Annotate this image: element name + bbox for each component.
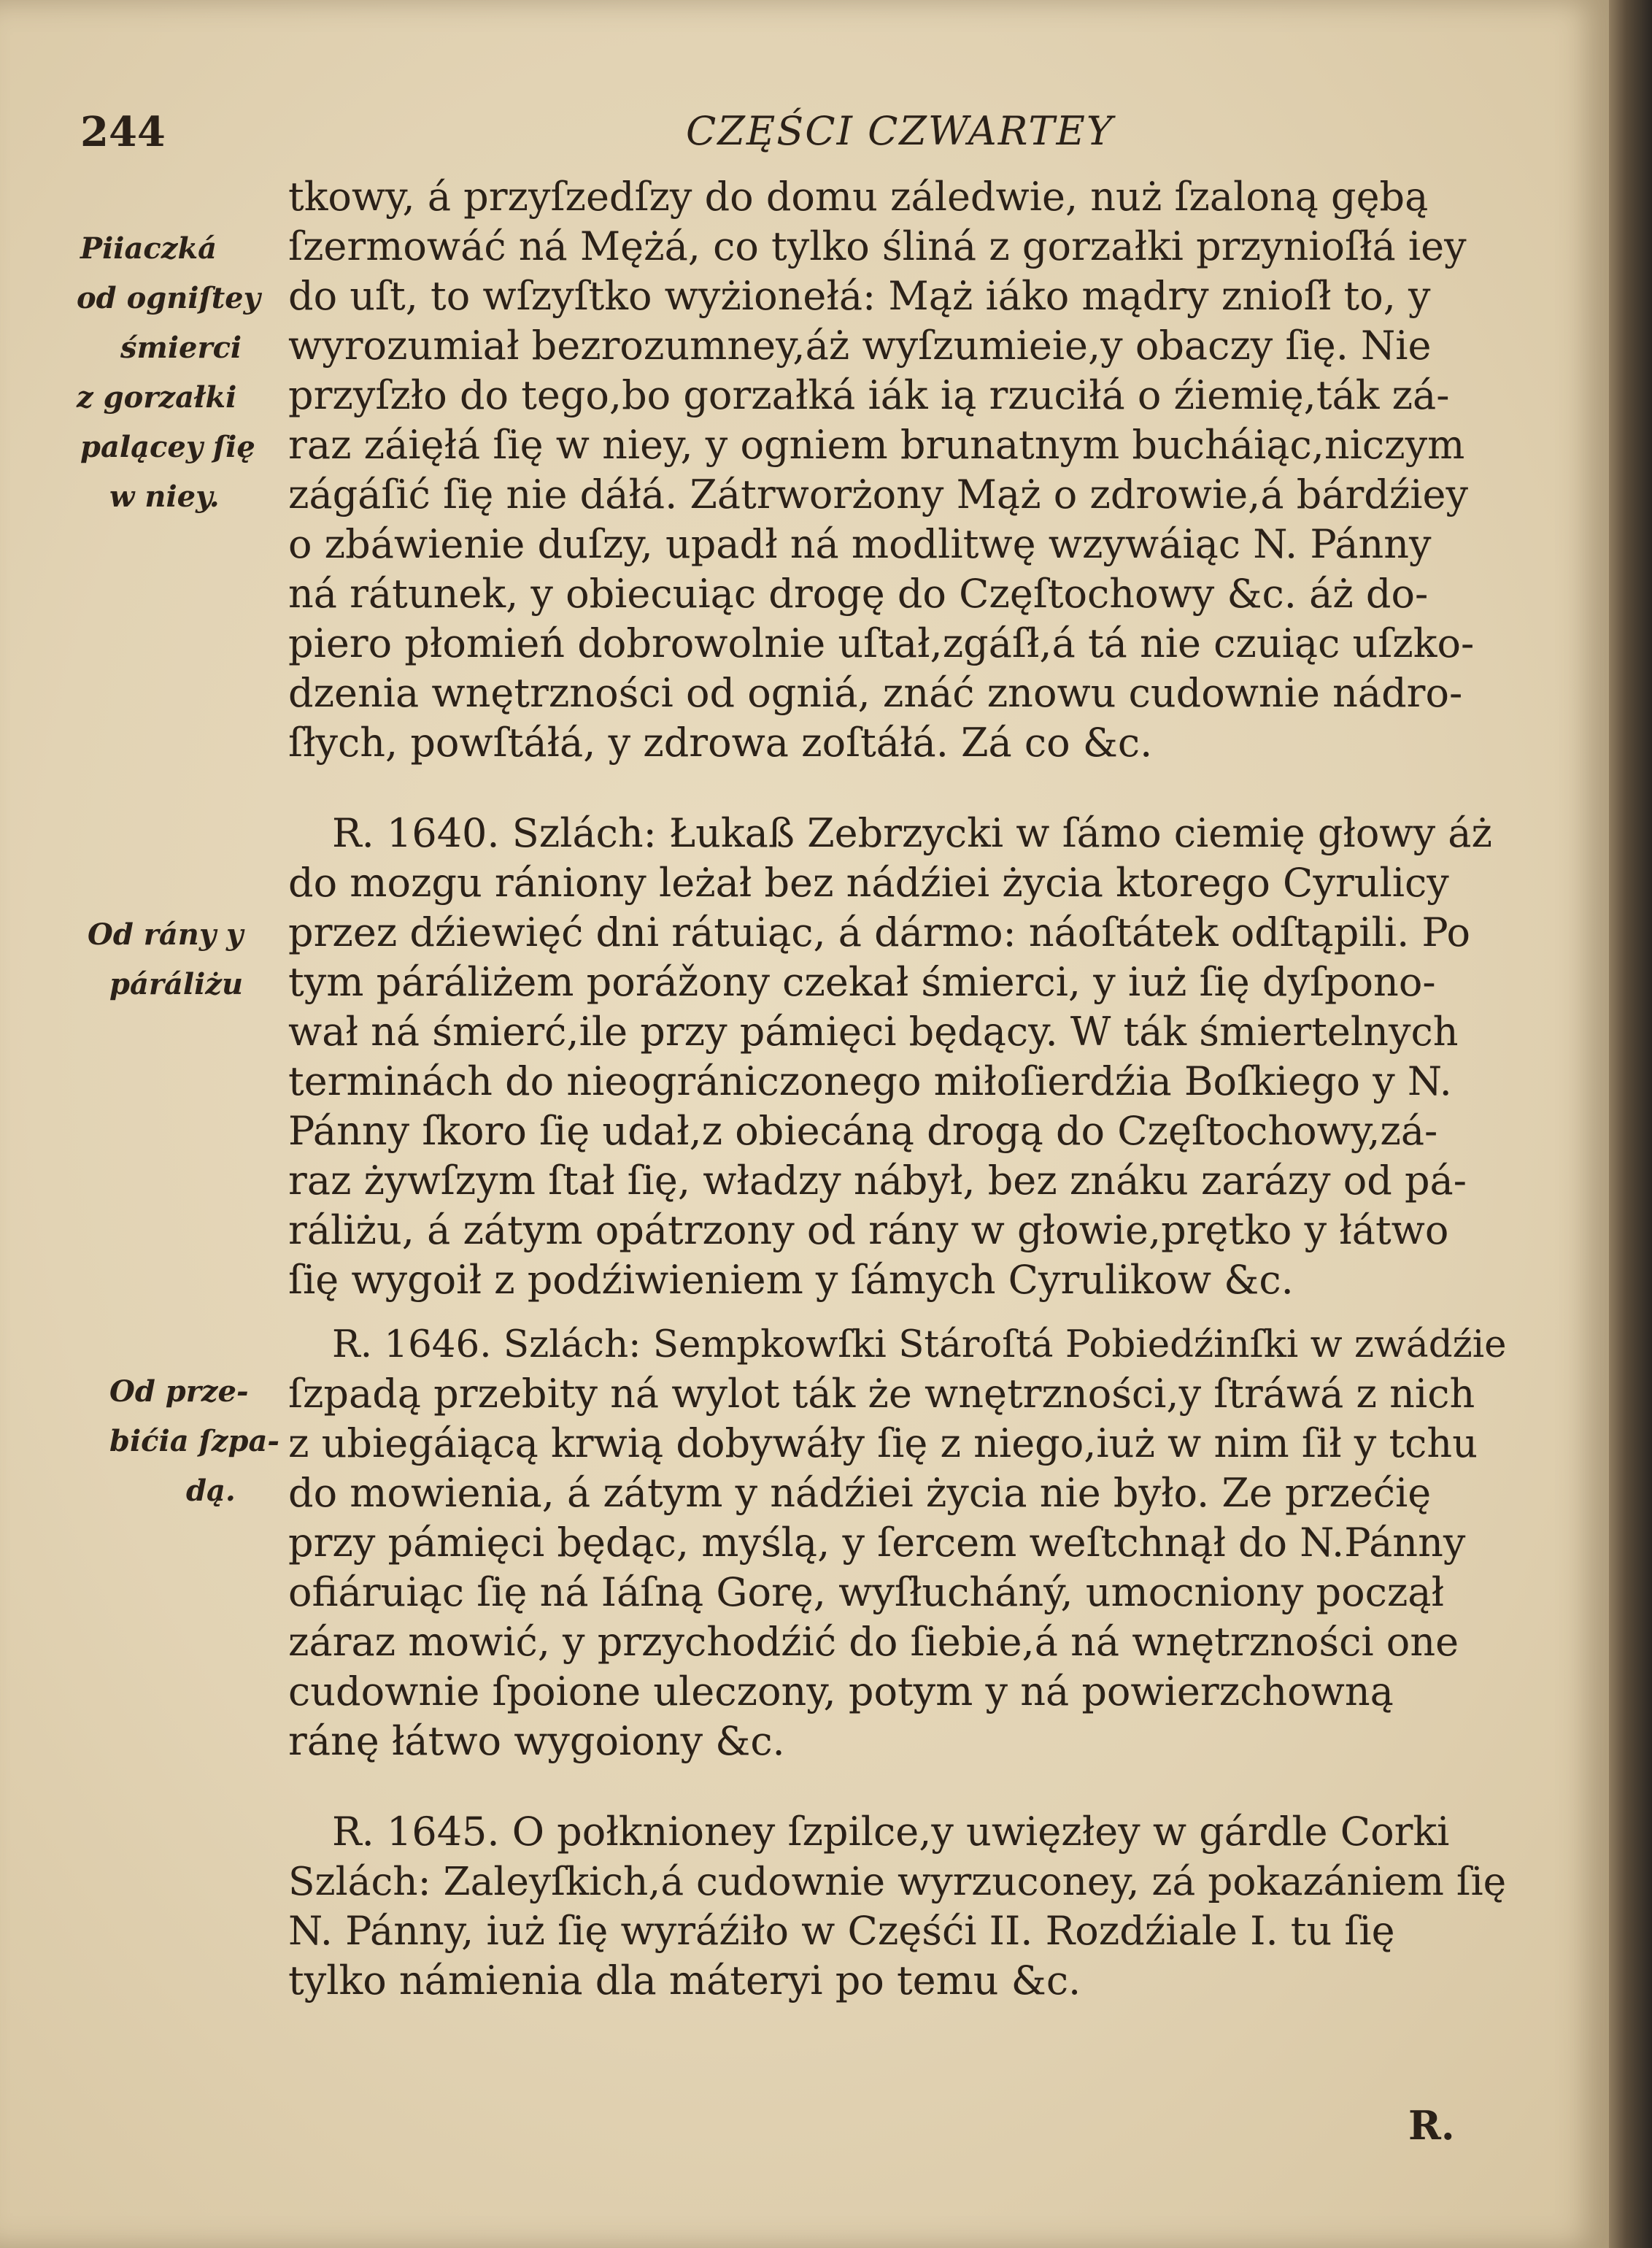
body-line: ſzermowáć ná Mężá, co tylko śliná z gorzałki przynioſłá iey [288,223,1467,269]
body-line: R. 1646. Szlách: Sempkowſki Stároſtá Pobiedźinſki w zwádźie [332,1323,1507,1366]
body-line: wyrozumiał bezrozumney,áż wyſzumieie,y obaczy ſię. Nie [288,323,1432,369]
running-head: CZĘŚCI CZWARTEY [686,108,1114,154]
body-line: záraz mowić, y przychodźić do ſiebie,á ná wnętrzności one [288,1619,1459,1665]
margin-note: dą. [186,1474,236,1508]
body-line: terminách do nieográniczonego miłoſierdźia Boſkiego y N. [288,1058,1452,1104]
margin-note: palącey ſię [80,430,255,464]
body-line: ſię wygoił z podźiwieniem y ſámych Cyrulikow &c. [288,1257,1294,1303]
margin-note: páráliżu [109,967,244,1001]
body-line: z ubiegáiącą krwią dobywáły ſię z niego,iuż w nim ſił y tchu [288,1420,1478,1466]
margin-note: z gorzałki [77,380,237,415]
body-line: piero płomień dobrowolnie uſtał,zgáſł,á tá nie czuiąc uſzko- [288,620,1475,666]
body-line: przez dźiewięć dni rátuiąc, á dármo: náoſtátek odſtąpili. Po [288,909,1471,955]
body-line: tkowy, á przyſzedſzy do domu záledwie, nuż ſzaloną gębą [288,174,1429,220]
body-line: ofiáruiąc ſię ná Iáſną Gorę, wyſłucháný, umocniony począł [288,1569,1444,1615]
body-line: ſłych, powſtáłá, y zdrowa zoſtáłá. Zá co &c. [288,720,1153,766]
body-line: do mozgu rániony leżał bez nádźiei życia ktorego Cyrulicy [288,860,1449,906]
body-line: tylko námienia dla máteryi po temu &c. [288,1958,1081,2003]
body-line: przy pámięci będąc, myślą, y ſercem weſtchnął do N.Pánny [288,1520,1466,1566]
body-line: raz záięłá ſię w niey, y ogniem brunatnym bucháiąc,niczym [288,422,1465,468]
body-line: przyſzło do tego,bo gorzałká iák ią rzuciłá o źiemię,ták zá- [288,372,1450,418]
body-line: Szlách: Zaleyſkich,á cudownie wyrzuconey, zá pokazániem ſię [288,1859,1507,1904]
body-line: ránę łátwo wygoiony &c. [288,1718,785,1764]
margin-note: śmierci [120,331,242,365]
margin-note: bićia ſzpa- [109,1424,279,1458]
body-line: ná rátunek, y obiecuiąc drogę do Częſtochowy &c. áż do- [288,571,1429,617]
body-line: R. 1640. Szlách: Łukaß Zebrzycki w ſámo ciemię głowy áż [332,810,1492,856]
margin-note: od ogniſtey [77,281,260,315]
body-line: wał ná śmierć,ile przy pámięci będący. W ták śmiertelnych [288,1009,1459,1055]
body-line: ſzpadą przebity ná wylot ták że wnętrzności,y ſtráwá z nich [288,1371,1475,1417]
body-line: tym páráliżem porážony czekał śmierci, y iuż ſię dyſpono- [288,959,1436,1005]
margin-note: w niey. [109,480,220,514]
body-line: do uſt, to wſzyſtko wyżionełá: Mąż iáko mądry znioſł to, y [288,273,1431,319]
body-line: N. Pánny, iuż ſię wyráźiło w Częśći II. Rozdźiale I. tu ſię [288,1908,1395,1954]
body-line: zágáſić ſię nie dáłá. Zátrworżony Mąż o zdrowie,á bárdźiey [288,471,1469,517]
margin-note: Od rány y [88,917,244,952]
body-line: dzenia wnętrzności od ogniá, znáć znowu cudownie nádro- [288,670,1463,716]
page-edge-shadow [1609,0,1652,2248]
body-line: cudownie ſpoione uleczony, potym y ná powierzchowną [288,1668,1394,1714]
body-line: do mowienia, á zátym y nádźiei życia nie było. Ze przećię [288,1470,1432,1516]
body-line: o zbáwienie duſzy, upadł ná modlitwę wzywáiąc N. Pánny [288,521,1432,567]
margin-note: Piiaczká [80,231,217,266]
body-line: Pánny ſkoro ſię udał,z obiecáną drogą do Częſtochowy,zá- [288,1108,1438,1154]
body-line: ráliżu, á zátym opátrzony od rány w głowie,prętko y łátwo [288,1207,1449,1253]
page-number: 244 [80,108,166,156]
body-line: raz żywſzym ſtał ſię, władzy nábył, bez znáku zarázy od pá- [288,1158,1467,1204]
catchword: R. [1408,2102,1455,2149]
margin-note: Od prze- [109,1374,249,1409]
body-line: R. 1645. O połknioney ſzpilce,y uwięzłey w gárdle Corki [332,1809,1450,1855]
